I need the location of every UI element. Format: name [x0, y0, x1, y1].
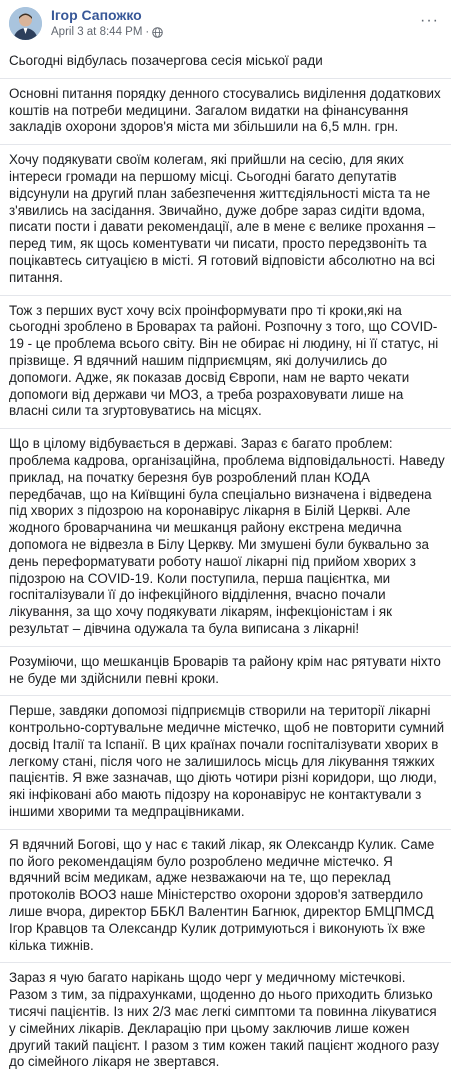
post-paragraph: Я вдячний Богові, що у нас є такий лікар, як Олександр Кулик. Саме по його рекомендаціям було розроблено медичне містечко. Я вдячний всім медикам, адже незважаючи на те, що переклад протоколів ВООЗ наше Міністерство охорони здоров'я затвердило лише вчора, директор ББКЛ Валентин Багнюк, директор БМЦПМСД Ігор Кравцов та Олександр Кулик дотримуються і виконують їх вже кілька тижнів.: [9, 836, 435, 953]
author-avatar[interactable]: [9, 7, 42, 40]
post-header: [0, 0, 451, 44]
post-paragraph: Розуміючи, що мешканців Броварів та району крім нас рятувати ніхто не буде ми здійснили певні кроки.: [9, 653, 441, 686]
post-paragraph: Хочу подякувати своїм колегам, які прийшли на сесію, для яких інтереси громади на першому місці. Сьогодні багато депутатів відсунули на другий план забезпечення життєдіяльності міста та не з'явились на засідання. Звичайно, дуже добре зараз сидіти вдома, писати пости і давати рекомендації, але в мене є велике прохання – перед тим, як щось коментувати чи писати, просто передзвоніть та поцікавтесь ситуацією в місті. Я готовий відповісти абсолютно на всі питання.: [9, 152, 436, 285]
post-timestamp[interactable]: April 3 at 8:44 PM: [51, 26, 143, 38]
divider: [0, 646, 451, 647]
post-meta: [51, 26, 163, 38]
meta-separator: ·: [145, 26, 150, 38]
divider: [0, 962, 451, 963]
post-paragraph: Зараз я чую багато нарікань щодо черг у медичному містечкові. Разом з тим, за підрахунками, щоденно до нього приходить близько тисячі пацієнтів. Із них 2/3 має легкі симптоми та повинна лікуватися у сімейних лікарів. Декларацію при цьому заключив лише кожен другий такий пацієнт. І разом з тим кожен такий пацієнт жодного разу до сімейного лікаря не звертався.: [9, 970, 440, 1070]
avatar-photo-icon: [9, 7, 42, 40]
divider: [0, 428, 451, 429]
post-paragraph: Що в цілому відбувається в державі. Зараз є багато проблем: проблема кадрова, організаційна, проблема відповідальності. Наведу приклад, на початку березня був розроблений план КОДА передбачав, що на Київщині була спеціально визначена і відведена під хворих з підозрою на коронавірус лікарня в Білій Церкві. Але жодного броварчанина чи мешканця району екстрена медична допомога не відвезла в Білу Церкву. Ми змушені були буквально за день переформатувати роботу нашої лікарні під прийом хворих з підозрою на COVID-19. Коли поступила, перша пацієнтка, ми госпіталізували її до інфекційного відділення, вчасно почали лікування, за що хочу подякувати лікарям, інфекціоністам і як результат – дівчина одужала та була виписана з лікарні!: [9, 436, 445, 636]
divider: [0, 78, 451, 79]
divider: [0, 829, 451, 830]
globe-icon[interactable]: [152, 27, 163, 38]
divider: [0, 695, 451, 696]
author-name[interactable]: Ігор Сапожко: [51, 7, 142, 23]
post-body: [9, 53, 445, 1071]
divider: [0, 144, 451, 145]
post-paragraph: Тож з перших вуст хочу всіх проінформувати про ті кроки,які на сьогодні зроблено в Броварах та районі. Розпочну з того, що COVID-19 - це проблема всього світу. Він не обирає ні людину, ні її статус, ні прізвище. Я вдячний нашим підприємцям, які долучились до допомоги. Адже, як показав досвід Європи, нам не варто чекати допомоги від держави чи МОЗ, а треба розраховувати лише на власні сили та згуртовуватись на місцях.: [9, 302, 439, 419]
post-paragraph: Сьогодні відбулась позачергова сесія міської ради: [9, 53, 323, 68]
divider: [0, 295, 451, 296]
post-paragraph: Основні питання порядку денного стосувались виділення додаткових коштів на потреби медицини. Загалом видатки на фінансування закладів охорони здоров'я міста ми збільшили на 6,5 млн. грн.: [9, 85, 441, 135]
post-paragraph: Перше, завдяки допомозі підприємців створили на території лікарні контрольно-сортувальне медичне містечко, щоб не повторити сумний досвід Італії та Іспанії. В цих країнах почали госпіталізувати хворих в легкому стані, після чого не залишилось місць для лікування тяжких пацієнтів. Я вже зазначав, що діють чотири різні коридори, що люди, які інфіковані або мають підозру на коронавірус не контактували з іншими хворими та медпрацівниками.: [9, 703, 445, 820]
more-options-icon[interactable]: ···: [420, 12, 439, 29]
